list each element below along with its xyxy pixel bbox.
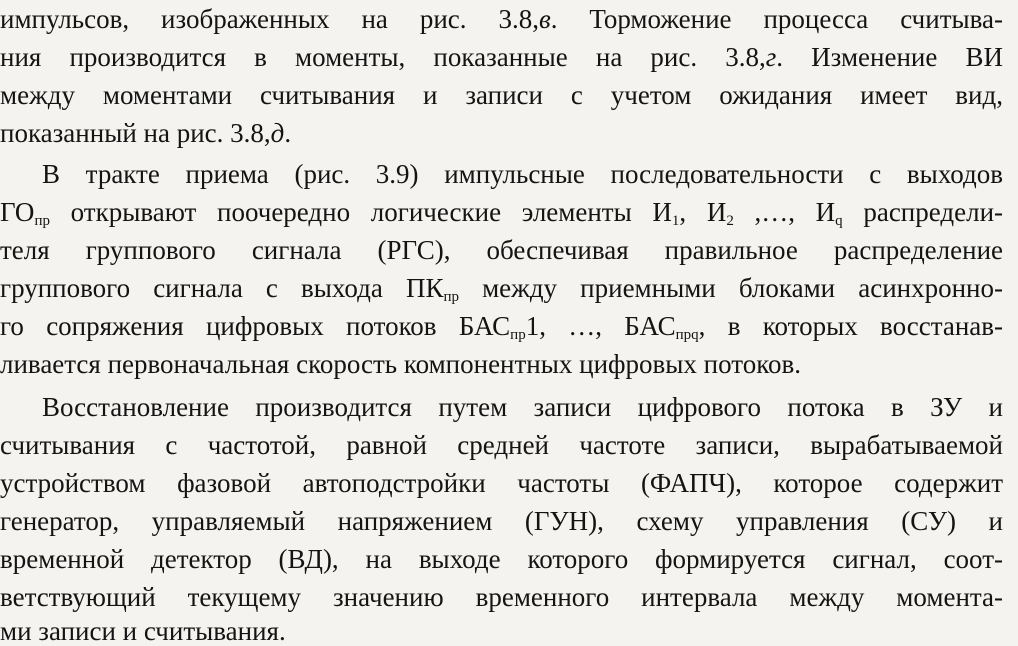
- text-line: импульсов, изображенных на рис. 3.8,в. Торможение процесса считыва-: [0, 4, 1004, 34]
- text-line: показанный на рис. 3.8,д.: [0, 118, 292, 148]
- text-line: $ГО_{пр}$ открывают поочередно логические элементы $И_1$, $И_2$ ,…, $И_q$ распредели-: [0, 197, 1004, 229]
- text-line: ния производится в моменты, показанные на рис. 3.8,г. Изменение ВИ: [0, 42, 1003, 72]
- text-line: между моментами считывания и записи с учетом ожидания имеет вид,: [0, 80, 1003, 110]
- text-line: го сопряжения цифровых потоков $БАС_{пр}1$, …, $БАС_{прq}$, в которых восстанав-: [0, 311, 1003, 343]
- text-line: группового сигнала с выхода $ПК_{пр}$ между приемными блоками асинхронно-: [0, 273, 1003, 305]
- text-line: устройством фазовой автоподстройки частоты (ФАПЧ), которое содержит: [0, 468, 1003, 498]
- text-line: ми записи и считывания.: [0, 616, 286, 646]
- text-line: ливается первоначальная скорость компонентных цифровых потоков.: [0, 349, 801, 379]
- text-line: В тракте приема (рис. 3.9) импульсные последовательности с выходов: [42, 159, 1003, 189]
- text-line: теля группового сигнала (РГС), обеспечивая правильное распределение: [0, 235, 1003, 265]
- text-line: ветствующий текущему значению временного интервала между момента-: [0, 582, 1003, 612]
- text-line: считывания с частотой, равной средней частоте записи, вырабатываемой: [0, 430, 1003, 460]
- text-line: генератор, управляемый напряжением (ГУН), схему управления (СУ) и: [0, 506, 1003, 536]
- text-line: временной детектор (ВД), на выходе которого формируется сигнал, соот-: [0, 544, 1003, 574]
- text-line: Восстановление производится путем записи цифрового потока в ЗУ и: [42, 392, 1003, 422]
